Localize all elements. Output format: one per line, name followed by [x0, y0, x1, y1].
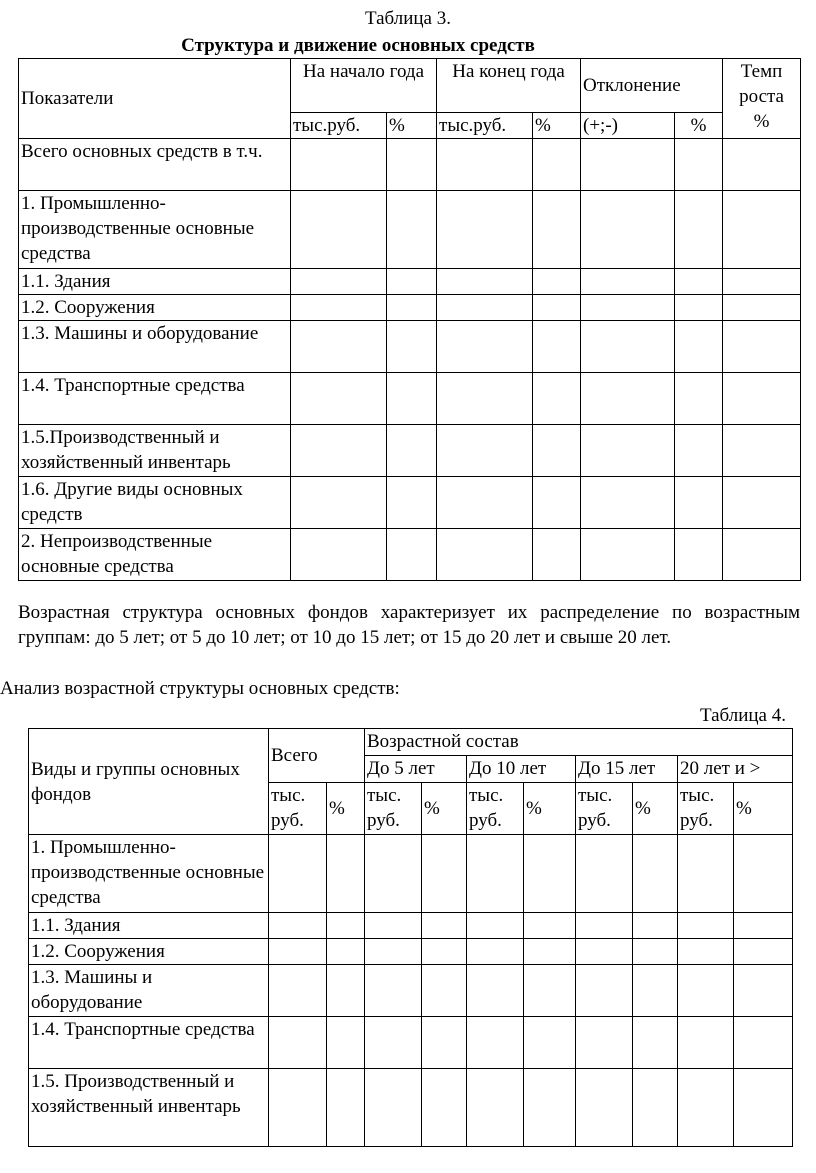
empty-cell[interactable] [723, 425, 801, 477]
empty-cell[interactable] [437, 139, 533, 191]
empty-cell[interactable] [675, 425, 723, 477]
empty-cell[interactable] [422, 835, 467, 913]
empty-cell[interactable] [723, 269, 801, 295]
empty-cell[interactable] [327, 1069, 365, 1147]
row-label: 2. Непроизводственные основные средства [19, 529, 291, 581]
header-group: До 5 лет [365, 756, 467, 783]
empty-cell[interactable] [467, 1017, 524, 1069]
percent-header: % [327, 783, 365, 835]
empty-cell[interactable] [734, 1017, 793, 1069]
empty-cell[interactable] [633, 913, 678, 939]
header-start-year: На начало года [291, 59, 437, 113]
empty-cell[interactable] [437, 191, 533, 269]
empty-cell[interactable] [633, 1069, 678, 1147]
unit-header: тыс. руб. [678, 783, 734, 835]
empty-cell[interactable] [291, 321, 387, 373]
row-label: 1.6. Другие виды основных средств [19, 477, 291, 529]
empty-cell[interactable] [533, 139, 581, 191]
table-row [19, 139, 801, 191]
header-age-composition: Возрастной состав [365, 729, 793, 756]
empty-cell[interactable] [327, 965, 365, 1017]
empty-cell[interactable] [675, 477, 723, 529]
table4-caption: Таблица 4. [699, 705, 786, 726]
header-group: До 15 лет [576, 756, 678, 783]
empty-cell[interactable] [269, 835, 327, 913]
empty-cell[interactable] [576, 1069, 633, 1147]
table-row [29, 939, 793, 965]
empty-cell[interactable] [422, 965, 467, 1017]
empty-cell[interactable] [365, 835, 422, 913]
header-group: 20 лет и > [678, 756, 793, 783]
empty-cell[interactable] [723, 477, 801, 529]
percent-header: % [422, 783, 467, 835]
header-growth-rate: Темп роста % [723, 59, 801, 139]
unit-header: тыс. руб. [467, 783, 524, 835]
empty-cell[interactable] [678, 939, 734, 965]
empty-cell[interactable] [633, 939, 678, 965]
table3 [18, 58, 801, 581]
empty-cell[interactable] [437, 425, 533, 477]
empty-cell[interactable] [269, 1017, 327, 1069]
empty-cell[interactable] [291, 373, 387, 425]
table3-caption: Таблица 3. [364, 8, 451, 29]
empty-cell[interactable] [581, 139, 675, 191]
table-row [29, 835, 793, 913]
empty-cell[interactable] [734, 939, 793, 965]
empty-cell[interactable] [422, 1017, 467, 1069]
empty-cell[interactable] [581, 529, 675, 581]
row-label: 1.2. Сооружения [29, 939, 269, 965]
empty-cell[interactable] [533, 191, 581, 269]
row-label: 1.1. Здания [29, 913, 269, 939]
empty-cell[interactable] [576, 835, 633, 913]
empty-cell[interactable] [581, 477, 675, 529]
empty-cell[interactable] [365, 1069, 422, 1147]
empty-cell[interactable] [633, 835, 678, 913]
empty-cell[interactable] [675, 269, 723, 295]
empty-cell[interactable] [675, 373, 723, 425]
empty-cell[interactable] [734, 835, 793, 913]
header-kinds: Виды и группы основных фондов [29, 729, 269, 835]
header-end-year: На конец года [437, 59, 581, 113]
table-row [19, 425, 801, 477]
empty-cell[interactable] [734, 1069, 793, 1147]
empty-cell[interactable] [723, 191, 801, 269]
empty-cell[interactable] [387, 269, 437, 295]
empty-cell[interactable] [734, 965, 793, 1017]
empty-cell[interactable] [269, 1069, 327, 1147]
empty-cell[interactable] [533, 373, 581, 425]
table-row [19, 269, 801, 295]
row-label: 1.5.Производственный и хозяйственный инвентарь [19, 425, 291, 477]
empty-cell[interactable] [269, 913, 327, 939]
empty-cell[interactable] [675, 191, 723, 269]
row-label: 1.2. Сооружения [19, 295, 291, 321]
empty-cell[interactable] [533, 269, 581, 295]
empty-cell[interactable] [524, 1069, 576, 1147]
empty-cell[interactable] [467, 835, 524, 913]
table-row [19, 477, 801, 529]
unit-header: тыс. руб. [365, 783, 422, 835]
empty-cell[interactable] [387, 529, 437, 581]
empty-cell[interactable] [387, 425, 437, 477]
table-row [29, 913, 793, 939]
paragraph: Возрастная структура основных фондов характеризует их распределение по возрастным группам: до 5 лет; от 5 до 10 лет; от 10 до 15 лет; от 15 до 20 лет и свыше 20 лет. [18, 602, 800, 648]
empty-cell[interactable] [576, 939, 633, 965]
empty-cell[interactable] [291, 477, 387, 529]
empty-cell[interactable] [678, 913, 734, 939]
unit-header: тыс. руб. [576, 783, 633, 835]
empty-cell[interactable] [524, 913, 576, 939]
empty-cell[interactable] [291, 529, 387, 581]
empty-cell[interactable] [387, 295, 437, 321]
empty-cell[interactable] [327, 913, 365, 939]
empty-cell[interactable] [723, 139, 801, 191]
empty-cell[interactable] [327, 835, 365, 913]
row-label: 1.4. Транспортные средства [19, 373, 291, 425]
empty-cell[interactable] [467, 1069, 524, 1147]
empty-cell[interactable] [422, 1069, 467, 1147]
empty-cell[interactable] [437, 529, 533, 581]
empty-cell[interactable] [675, 321, 723, 373]
empty-cell[interactable] [723, 321, 801, 373]
empty-cell[interactable] [437, 373, 533, 425]
empty-cell[interactable] [675, 529, 723, 581]
header-indicator: Показатели [19, 59, 291, 139]
table-row [29, 1069, 793, 1147]
empty-cell[interactable] [581, 373, 675, 425]
empty-cell[interactable] [576, 1017, 633, 1069]
empty-cell[interactable] [533, 295, 581, 321]
empty-cell[interactable] [437, 269, 533, 295]
empty-cell[interactable] [269, 939, 327, 965]
empty-cell[interactable] [365, 965, 422, 1017]
row-label: 1.3. Машины и оборудование [29, 965, 269, 1017]
row-label: 1.1. Здания [19, 269, 291, 295]
sub-header: % [533, 113, 581, 139]
table-row [29, 965, 793, 1017]
percent-header: % [734, 783, 793, 835]
empty-cell[interactable] [723, 529, 801, 581]
empty-cell[interactable] [576, 913, 633, 939]
empty-cell[interactable] [633, 1017, 678, 1069]
empty-cell[interactable] [581, 425, 675, 477]
empty-cell[interactable] [533, 477, 581, 529]
table4 [28, 728, 793, 1147]
empty-cell[interactable] [734, 913, 793, 939]
empty-cell[interactable] [581, 269, 675, 295]
empty-cell[interactable] [422, 913, 467, 939]
empty-cell[interactable] [365, 1017, 422, 1069]
row-label: 1.4. Транспортные средства [29, 1017, 269, 1069]
empty-cell[interactable] [524, 835, 576, 913]
empty-cell[interactable] [387, 191, 437, 269]
empty-cell[interactable] [675, 295, 723, 321]
empty-cell[interactable] [533, 529, 581, 581]
empty-cell[interactable] [533, 425, 581, 477]
sub-header: % [387, 113, 437, 139]
empty-cell[interactable] [467, 939, 524, 965]
empty-cell[interactable] [365, 913, 422, 939]
empty-cell[interactable] [365, 939, 422, 965]
empty-cell[interactable] [524, 965, 576, 1017]
row-label: Всего основных средств в т.ч. [19, 139, 291, 191]
table-row [19, 373, 801, 425]
empty-cell[interactable] [327, 939, 365, 965]
table-row [29, 1017, 793, 1069]
empty-cell[interactable] [581, 321, 675, 373]
percent-header: % [524, 783, 576, 835]
empty-cell[interactable] [387, 373, 437, 425]
empty-cell[interactable] [678, 1069, 734, 1147]
empty-cell[interactable] [723, 295, 801, 321]
empty-cell[interactable] [533, 321, 581, 373]
empty-cell[interactable] [291, 139, 387, 191]
empty-cell[interactable] [678, 835, 734, 913]
empty-cell[interactable] [291, 425, 387, 477]
empty-cell[interactable] [387, 477, 437, 529]
empty-cell[interactable] [633, 965, 678, 1017]
row-label: 1. Промышленно-производственные основные средства [19, 191, 291, 269]
unit-header: тыс. руб. [269, 783, 327, 835]
empty-cell[interactable] [291, 269, 387, 295]
empty-cell[interactable] [291, 191, 387, 269]
empty-cell[interactable] [437, 321, 533, 373]
header-total: Всего [269, 729, 365, 783]
row-label: 1. Промышленно-производственные основные средства [29, 835, 269, 913]
empty-cell[interactable] [387, 321, 437, 373]
row-label: 1.3. Машины и оборудование [19, 321, 291, 373]
empty-cell[interactable] [524, 1017, 576, 1069]
empty-cell[interactable] [576, 965, 633, 1017]
empty-cell[interactable] [675, 139, 723, 191]
empty-cell[interactable] [678, 1017, 734, 1069]
empty-cell[interactable] [524, 939, 576, 965]
percent-header: % [633, 783, 678, 835]
empty-cell[interactable] [291, 295, 387, 321]
table-row [19, 321, 801, 373]
header-group: До 10 лет [467, 756, 576, 783]
empty-cell[interactable] [581, 295, 675, 321]
empty-cell[interactable] [437, 295, 533, 321]
empty-cell[interactable] [437, 477, 533, 529]
empty-cell[interactable] [467, 913, 524, 939]
empty-cell[interactable] [581, 191, 675, 269]
row-label: 1.5. Производственный и хозяйственный инвентарь [29, 1069, 269, 1147]
empty-cell[interactable] [422, 939, 467, 965]
empty-cell[interactable] [467, 965, 524, 1017]
empty-cell[interactable] [269, 965, 327, 1017]
empty-cell[interactable] [723, 373, 801, 425]
sub-header: (+;-) [581, 113, 675, 139]
sub-header: % [675, 113, 723, 139]
analysis-heading: Анализ возрастной структуры основных средств: [0, 678, 400, 699]
table-row [19, 529, 801, 581]
table-row [19, 295, 801, 321]
sub-header: тыс.руб. [291, 113, 387, 139]
sub-header: тыс.руб. [437, 113, 533, 139]
empty-cell[interactable] [327, 1017, 365, 1069]
header-deviation: Отклонение [581, 59, 723, 113]
empty-cell[interactable] [387, 139, 437, 191]
empty-cell[interactable] [678, 965, 734, 1017]
table-row [19, 191, 801, 269]
table3-title: Структура и движение основных средств [181, 35, 535, 56]
